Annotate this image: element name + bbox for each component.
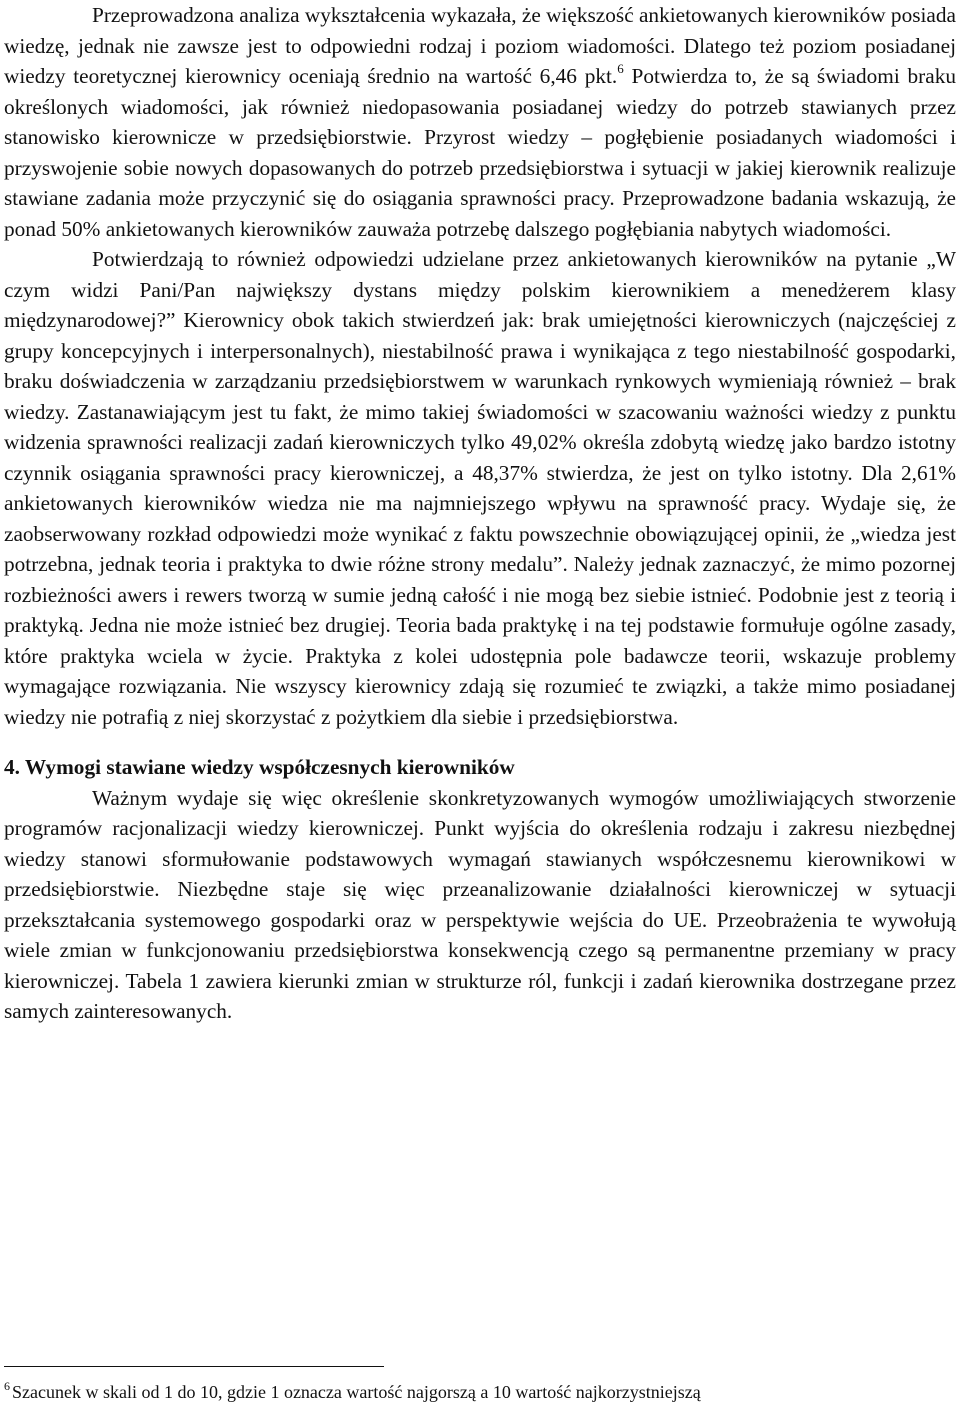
- footnote: [4, 1380, 956, 1404]
- footnote-text: Szacunek w skali od 1 do 10, gdzie 1 oznacza wartość najgorszą a 10 wartość najkorzystniejszą: [12, 1382, 701, 1402]
- footnote-marker: 6: [4, 1379, 10, 1393]
- page-body: [4, 0, 956, 1027]
- paragraph-1: [4, 0, 956, 244]
- paragraph-3: Ważnym wydaje się więc określenie skonkretyzowanych wymogów umożliwiających stworzenie programów racjonalizacji wiedzy kierowniczej. Punkt wyjścia do określenia rodzaju i zakresu niezbędnej wiedzy stanowi sformułowanie podstawowych wymagań stawianych współczesnemu kierownikowi w przedsiębiorstwie. Niezbędne staje się więc przeanalizowanie działalności kierowniczej w sytuacji przekształcania systemowego gospodarki oraz w perspektywie wejścia do UE. Przeobrażenia te wywołują wiele zmian w funkcjonowaniu przedsiębiorstwa konsekwencją czego są permanentne przemiany w pracy kierowniczej. Tabela 1 zawiera kierunki zmian w strukturze ról, funkcji i zadań kierownika dostrzegane przez samych zainteresowanych.: [4, 785, 956, 1023]
- footnote-divider: [4, 1366, 384, 1367]
- paragraph-1-text-a: Przeprowadzona analiza wykształcenia wykazała, że większość ankietowanych kierowników posiada wiedzę, jednak nie zawsze jest to odpowiedni rodzaj i poziom wiadomości. Dlatego też poziom posiadanej wiedzy teoretycznej kierownicy oceniają średnio na wartość 6,46 pkt.: [4, 3, 956, 88]
- paragraph-1-text-b: Potwierdza to, że są świadomi braku określonych wiadomości, jak również niedopasowania posiadanej wiedzy do potrzeb stawianych przez stanowisko kierownicze w przedsiębiorstwie. Przyrost wiedzy – pogłębienie posiadanych wiadomości i przyswojenie sobie nowych dopasowanych do potrzeb przedsiębiorstwa i sytuacji w jakiej kierownik realizuje stawiane zadania może przyczynić się do osiągania sprawności pracy. Przeprowadzone badania wskazują, że ponad 50% ankietowanych kierowników zauważa potrzebę dalszego pogłębiania nabytych wiadomości.: [4, 64, 957, 241]
- section-heading: 4. Wymogi stawiane wiedzy współczesnych kierowników: [4, 755, 515, 779]
- footnote-reference[interactable]: 6: [617, 61, 624, 76]
- paragraph-2: Potwierdzają to również odpowiedzi udzielane przez ankietowanych kierowników na pytanie „W czym widzi Pani/Pan największy dystans między polskim kierownikiem a menedżerem klasy międzynarodowej?” Kierownicy obok takich stwierdzeń jak: brak umiejętności kierowniczych (najczęściej z grupy koncepcyjnych i interpersonalnych), niestabilność prawa i wynikająca z tego niestabilność gospodarki, braku doświadczenia w zarządzaniu przedsiębiorstwem w warunkach rynkowych wymieniają również – brak wiedzy. Zastanawiającym jest tu fakt, że mimo takiej świadomości w szacowaniu ważności wiedzy z punktu widzenia sprawności realizacji zadań kierowniczych tylko 49,02% określa zdobytą wiedzę jako bardzo istotny czynnik osiągania sprawności pracy kierowniczej, a 48,37% stwierdza, że jest on tylko istotny. Dla 2,61% ankietowanych kierowników wiedza nie ma najmniejszego wpływu na sprawność pracy. Wydaje się, że zaobserwowany rozkład odpowiedzi może wynikać z faktu powszechnie obowiązującej opinii, że „wiedza jest potrzebna, jednak teoria i praktyka to dwie różne strony medalu”. Należy jednak zaznaczyć, że mimo pozornej rozbieżności awers i rewers tworzą w sumie jedną całość i nie mogą bez siebie istnieć. Podobnie jest z teorią i praktyką. Jedna nie może istnieć bez drugiej. Teoria bada praktykę i na tej podstawie formułuje ogólne zasady, które praktyka wciela w życie. Praktyka z kolei udostępnia pole badawcze teorii, wskazuje problemy wymagające rozwiązania. Nie wszyscy kierownicy zdają się rozumieć te związki, a także mimo posiadanej wiedzy nie potrafią z niej skorzystać z pożytkiem dla siebie i przedsiębiorstwa.: [4, 247, 956, 729]
